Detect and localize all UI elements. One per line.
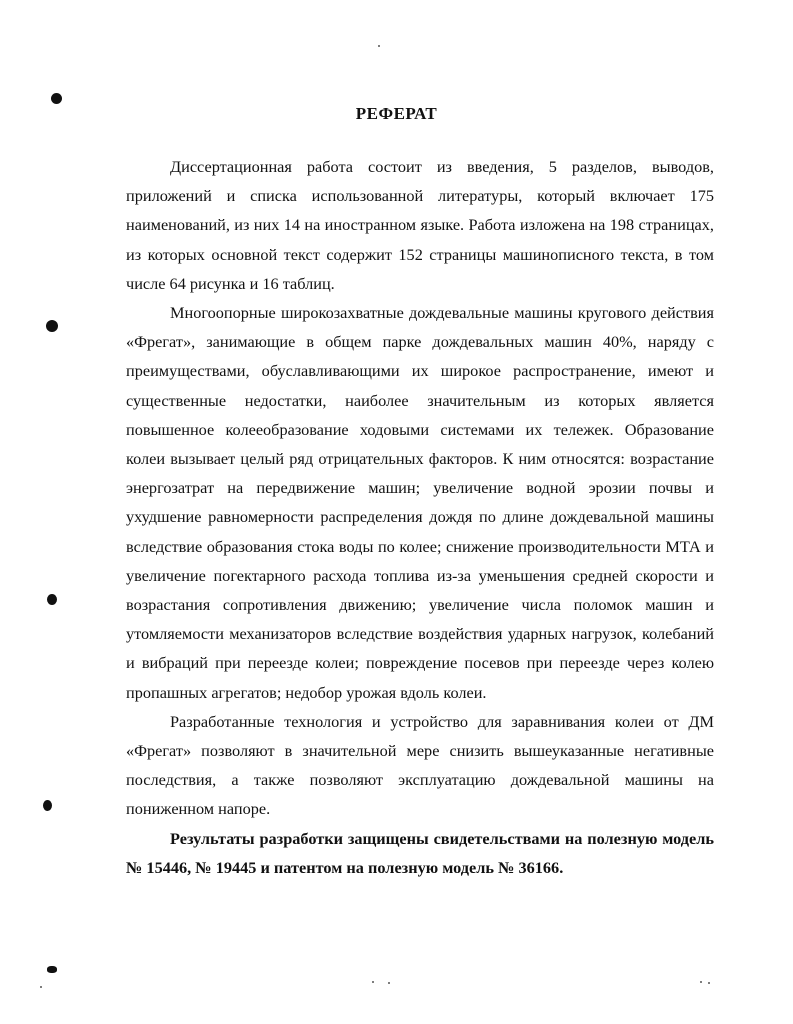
paragraph-structure: Диссертационная работа состоит из введения, 5 разделов, выводов, приложений и списка использованной литературы, который включает 175 наименований, из них 14 на иностранном языке. Работа изложена на 198 страницах, из которых основной текст содержит 152 страницы машинописного текста, в том числе 64 рисунка и 16 таблиц. [126,157,714,293]
scan-speck [378,45,380,47]
scan-speck [372,981,374,983]
scan-speck [40,986,42,988]
binding-hole-mark [51,93,62,104]
binding-hole-mark [43,800,52,811]
scan-speck [700,981,702,983]
binding-hole-mark [47,966,57,973]
paragraph-solution: Разработанные технология и устройство для заравнивания колеи от ДМ «Фрегат» позволяют в значительной мере снизить вышеуказанные негативные последствия, а также позволяют эксплуатацию дождевальной машины на пониженном напоре. [126,711,714,819]
paragraph-problem: Многоопорные широкозахватные дождевальные машины кругового действия «Фрегат», занимающие в общем парке дождевальных машин 40%, наряду с преимуществами, обуславливающими их широкое распространение, имеют и существенные недостатки, наиболее значительным из которых является повышенное колееобразование ходовыми системами их тележек. Образование колеи вызывает целый ряд отрицательных факторов. К ним относятся: возрастание энергозатрат на передвижение машин; увеличение водной эрозии почвы и ухудшение равномерности распределения дождя по длине дождевальной машины вследствие образования стока воды по колее; снижение производительности МТА и увеличение погектарного расхода топлива из-за уменьшения средней скорости и возрастания сопротивления движению; увеличение числа поломок машин и утомляемости механизаторов вследствие воздействия ударных нагрузок, колебаний и вибраций при переезде колеи; повреждение посевов при переезде через колею пропашных агрегатов; недобор урожая вдоль колеи. [126,303,714,702]
paragraph-patents: Результаты разработки защищены свидетельствами на полезную модель № 15446, № 19445 и патентом на полезную модель № 36166. [126,828,714,877]
abstract-body [126,152,714,882]
binding-hole-mark [47,594,57,605]
scan-speck [708,982,710,984]
scan-speck [388,982,390,984]
page-title: РЕФЕРАТ [355,104,438,123]
binding-hole-mark [46,320,58,332]
